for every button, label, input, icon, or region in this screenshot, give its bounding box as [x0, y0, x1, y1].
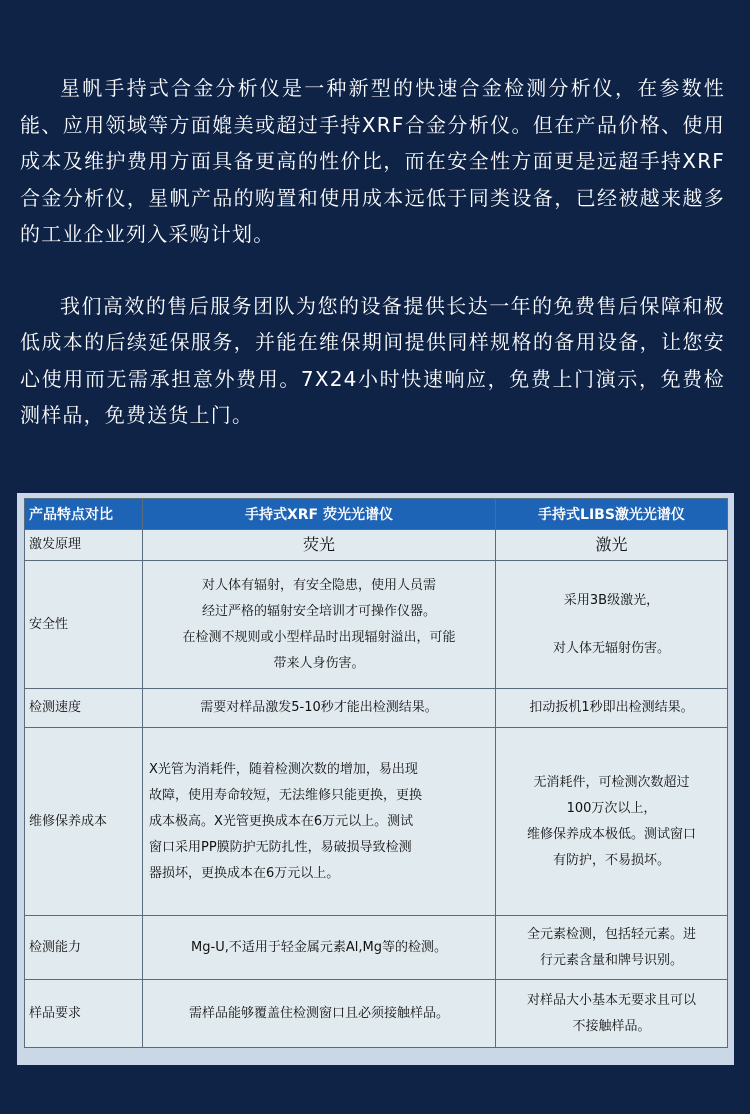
libs-sample [496, 980, 728, 1048]
xrf-safety [143, 561, 496, 689]
libs-maintenance-line: 有防护，不易损坏。 [552, 852, 670, 868]
libs-capability [496, 916, 728, 980]
table-row-safety [25, 561, 728, 689]
row-label-maintenance: 维修保养成本 [25, 728, 143, 916]
xrf-safety-line: 带来人身伤害。 [273, 655, 365, 671]
xrf-maintenance [143, 728, 496, 916]
comparison-table [24, 498, 728, 1048]
row-label-safety: 安全性 [25, 561, 143, 689]
xrf-sample: 需样品能够覆盖住检测窗口且必须接触样品。 [143, 980, 496, 1048]
xrf-maintenance-line: 成本极高。X光管更换成本在6万元以上。测试 [149, 813, 414, 829]
table-header-row [25, 499, 728, 530]
libs-maintenance-line: 100万次以上， [566, 800, 657, 816]
libs-safety [496, 561, 728, 689]
table-row-principle [25, 530, 728, 561]
libs-safety-line: 采用3B级激光， [563, 592, 660, 608]
row-label-principle: 激发原理 [25, 530, 143, 561]
xrf-maintenance-line: X光管为消耗件，随着检测次数的增加，易出现 [149, 761, 418, 777]
intro-paragraph-2: 我们高效的售后服务团队为您的设备提供长达一年的免费售后保障和极低成本的后续延保服务，并能在维保期间提供同样规格的备用设备，让您安心使用而无需承担意外费用。7X24小时快速响应，免费上门演示，免费检测样品，免费送货上门。 [20, 293, 725, 427]
xrf-safety-line: 对人体有辐射，有安全隐患，使用人员需 [201, 577, 436, 593]
header-feature: 产品特点对比 [25, 499, 143, 530]
header-xrf: 手持式XRF 荧光光谱仪 [143, 499, 496, 530]
table-row-maintenance [25, 728, 728, 916]
libs-maintenance [496, 728, 728, 916]
libs-capability-line: 全元素检测，包括轻元素。进 [526, 926, 696, 942]
libs-capability-line: 行元素含量和牌号识别。 [539, 952, 683, 968]
comparison-table-panel [17, 493, 734, 1065]
xrf-maintenance-line: 窗口采用PP膜防护无防扎性，易破损导致检测 [149, 839, 412, 855]
row-label-sample: 样品要求 [25, 980, 143, 1048]
xrf-maintenance-line: 器损坏，更换成本在6万元以上。 [149, 865, 340, 881]
table-row-sample [25, 980, 728, 1048]
xrf-maintenance-line: 故障，使用寿命较短，无法维修只能更换，更换 [149, 787, 423, 803]
spacer [500, 614, 723, 636]
xrf-speed: 需要对样品激发5-10秒才能出检测结果。 [143, 689, 496, 728]
header-libs: 手持式LIBS激光光谱仪 [496, 499, 728, 530]
table-row-capability [25, 916, 728, 980]
libs-sample-line: 不接触样品。 [572, 1018, 651, 1034]
libs-sample-line: 对样品大小基本无要求且可以 [526, 992, 696, 1008]
xrf-principle: 荧光 [143, 530, 496, 561]
xrf-safety-line: 在检测不规则或小型样品时出现辐射溢出，可能 [182, 629, 456, 645]
intro-text [20, 70, 725, 434]
libs-safety-line: 对人体无辐射伤害。 [552, 640, 670, 656]
libs-principle: 激光 [496, 530, 728, 561]
libs-speed: 扣动扳机1秒即出检测结果。 [496, 689, 728, 728]
xrf-capability: Mg-U,不适用于轻金属元素Al,Mg等的检测。 [143, 916, 496, 980]
libs-maintenance-line: 无消耗件，可检测次数超过 [533, 774, 690, 790]
libs-maintenance-line: 维修保养成本极低。测试窗口 [526, 826, 696, 842]
intro-paragraph-1: 星帆手持式合金分析仪是一种新型的快速合金检测分析仪，在参数性能、应用领域等方面媲美或超过手持XRF合金分析仪。但在产品价格、使用成本及维护费用方面具备更高的性价比，而在安全性方面更是远超手持XRF合金分析仪，星帆产品的购置和使用成本远低于同类设备，已经被越来越多的工业企业列入采购计划。 [20, 76, 725, 246]
row-label-capability: 检测能力 [25, 916, 143, 980]
xrf-safety-line: 经过严格的辐射安全培训才可操作仪器。 [201, 603, 436, 619]
row-label-speed: 检测速度 [25, 689, 143, 728]
table-row-speed [25, 689, 728, 728]
